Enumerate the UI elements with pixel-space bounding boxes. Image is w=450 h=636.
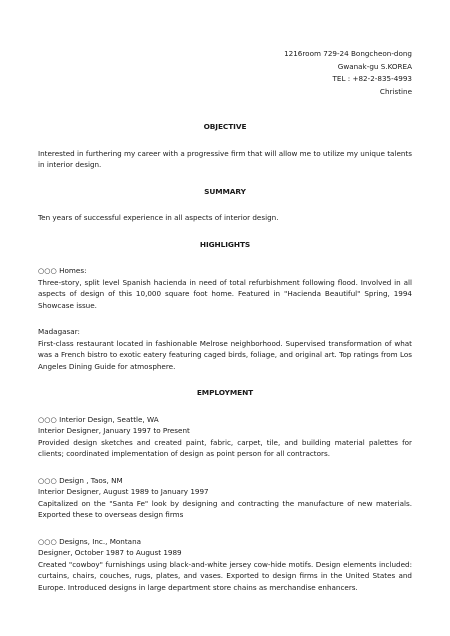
job-entry (38, 536, 412, 594)
highlights-heading: HIGHLIGHTS (199, 239, 251, 249)
job-company: ○○○ Designs, Inc., Montana (38, 536, 142, 546)
summary-heading: SUMMARY (204, 186, 246, 196)
address-line-1: 1216room 729-24 Bongcheon-dong (284, 49, 412, 58)
job-role: Designer, October 1987 to August 1989 (38, 548, 182, 557)
summary-text: Ten years of successful experience in all aspects of interior design. (38, 213, 279, 222)
resume-page (38, 48, 412, 608)
highlight-title: Madagasar: (38, 327, 80, 336)
objective-text: Interested in furthering my career with a progressive firm that will allow me to utilize my unique talents in interior design. (38, 148, 412, 169)
job-role: Interior Designer, January 1997 to Present (38, 426, 190, 435)
job-entry (38, 414, 412, 460)
job-company: ○○○ Design , Taos, NM (38, 475, 123, 485)
job-description: Created "cowboy" furnishings using black-and-white jersey cow-hide motifs. Design elements included: curtains, chairs, couches, rugs, plates, and vases. Exported to design firms in the United States and Europe. Introduced designs in large department store chains as merchandise enhancers. (38, 559, 412, 592)
job-role: Interior Designer, August 1989 to January 1997 (38, 487, 209, 496)
address-line-2: Gwanak-gu S.KOREA (337, 61, 412, 71)
highlight-item (38, 265, 412, 311)
job-description: Capitalized on the "Santa Fe" look by designing and contracting the manufacture of new materials. Exported these to overseas design firms (38, 498, 412, 519)
highlight-item (38, 326, 412, 372)
employment-heading: EMPLOYMENT (196, 388, 254, 397)
job-entry (38, 475, 412, 521)
address-line-3: TEL : +82-2-835-4993 (332, 74, 412, 83)
address-name: Christine (379, 86, 412, 96)
job-company: ○○○ Interior Design, Seattle, WA (38, 414, 159, 424)
objective-heading: OBJECTIVE (203, 122, 247, 131)
highlight-title: ○○○ Homes: (38, 266, 87, 275)
contact-address (38, 48, 412, 98)
highlight-text: Three-story, split level Spanish hacienda in need of total refurbishment following flood. Involved in all aspects of design of this 10,000 square foot home. Featured in "Hacienda Beautiful" Spring, 1994 Showcase issue. (38, 277, 412, 310)
highlight-text: First-class restaurant located in fashionable Melrose neighborhood. Supervised transformation of what was a French bistro to exotic eatery featuring caged birds, foliage, and original art. Top ratings from Los Angeles Dining Guide for atmosphere. (38, 338, 412, 371)
job-description: Provided design sketches and created paint, fabric, carpet, tile, and building material palettes for clients; coordinated implementation of design as point person for all contractors. (38, 437, 412, 458)
